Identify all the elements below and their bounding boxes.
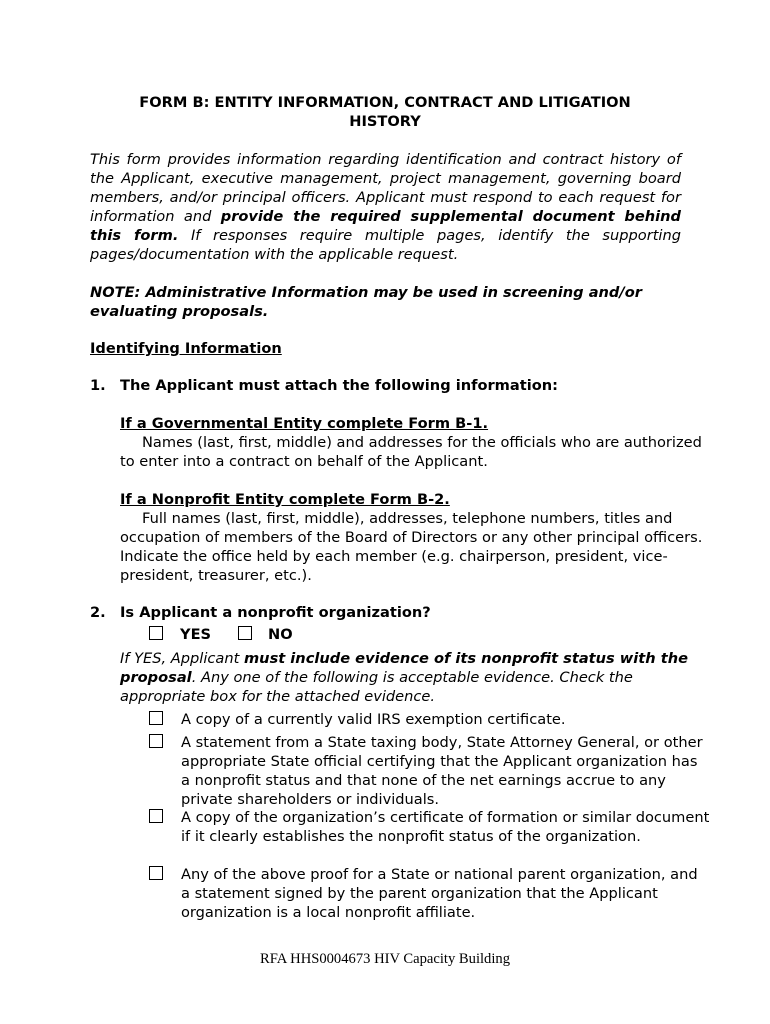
form-title-line2: HISTORY: [349, 113, 421, 130]
section-heading-identifying-information: Identifying Information: [90, 340, 282, 357]
evidence-instructions: [120, 649, 710, 706]
evidence-option-irs-certificate: A copy of a currently valid IRS exemption certificate.: [181, 711, 566, 728]
intro-text-part1: This form provides information regarding identification and contract history of the Applicant, executive management, project management, governing board members, and/or principal officers. Applicant must respond to each request for information and: [90, 151, 681, 225]
evidence-text-part2: . Any one of the following is acceptable evidence. Check the appropriate box for the attached evidence.: [120, 669, 633, 705]
question-1-text: The Applicant must attach the following information:: [120, 377, 558, 394]
no-label: NO: [268, 626, 293, 643]
evidence-option-certificate-of-formation: A copy of the organization’s certificate of formation or similar document if it clearly establishes the nonprofit status of the organization.: [181, 809, 710, 845]
yes-checkbox[interactable]: [149, 626, 163, 640]
question-1-number: 1.: [90, 377, 106, 394]
form-title-line1: FORM B: ENTITY INFORMATION, CONTRACT AND LITIGATION: [139, 94, 631, 111]
evidence-text-part1: If YES, Applicant: [120, 650, 244, 667]
intro-paragraph: [90, 150, 681, 264]
governmental-entity-heading: If a Governmental Entity complete Form B-1.: [120, 415, 489, 432]
nonprofit-entity-instructions: Full names (last, first, middle), addresses, telephone numbers, titles and occupation of members of the Board of Directors or any other principal officers. Indicate the office held by each member (e.g. chairperson, president, vice-president, treasurer, etc.).: [120, 510, 703, 584]
governmental-entity-instructions: Names (last, first, middle) and addresses for the officials who are authorized to enter into a contract on behalf of the Applicant.: [120, 434, 702, 470]
evidence-option-parent-organization: Any of the above proof for a State or national parent organization, and a statement signed by the parent organization that the Applicant organization is a local nonprofit affiliate.: [181, 866, 698, 921]
evidence-option-checkbox[interactable]: [149, 711, 163, 725]
form-title: [100, 93, 670, 131]
evidence-text-bold: must include evidence of its nonprofit status with the proposal: [120, 650, 689, 686]
evidence-option-state-statement: A statement from a State taxing body, State Attorney General, or other appropriate State official certifying that the Applicant organization has a nonprofit status and that none of the net earnings accrue to any private shareholders or individuals.: [181, 734, 703, 808]
evidence-option-checkbox[interactable]: [149, 734, 163, 748]
page-footer: RFA HHS0004673 HIV Capacity Building: [260, 951, 510, 967]
question-2-text: Is Applicant a nonprofit organization?: [120, 604, 431, 621]
question-2-number: 2.: [90, 604, 106, 621]
nonprofit-entity-heading: If a Nonprofit Entity complete Form B-2.: [120, 491, 450, 508]
intro-text-bold: provide the required supplemental document behind this form.: [90, 208, 681, 244]
no-checkbox[interactable]: [238, 626, 252, 640]
evidence-option-checkbox[interactable]: [149, 809, 163, 823]
yes-label: YES: [180, 626, 212, 643]
admin-note: NOTE: Administrative Information may be used in screening and/or evaluating proposals.: [90, 284, 642, 320]
evidence-option-checkbox[interactable]: [149, 866, 163, 880]
intro-text-part2: If responses require multiple pages, identify the supporting pages/documentation with the applicable request.: [90, 227, 681, 263]
